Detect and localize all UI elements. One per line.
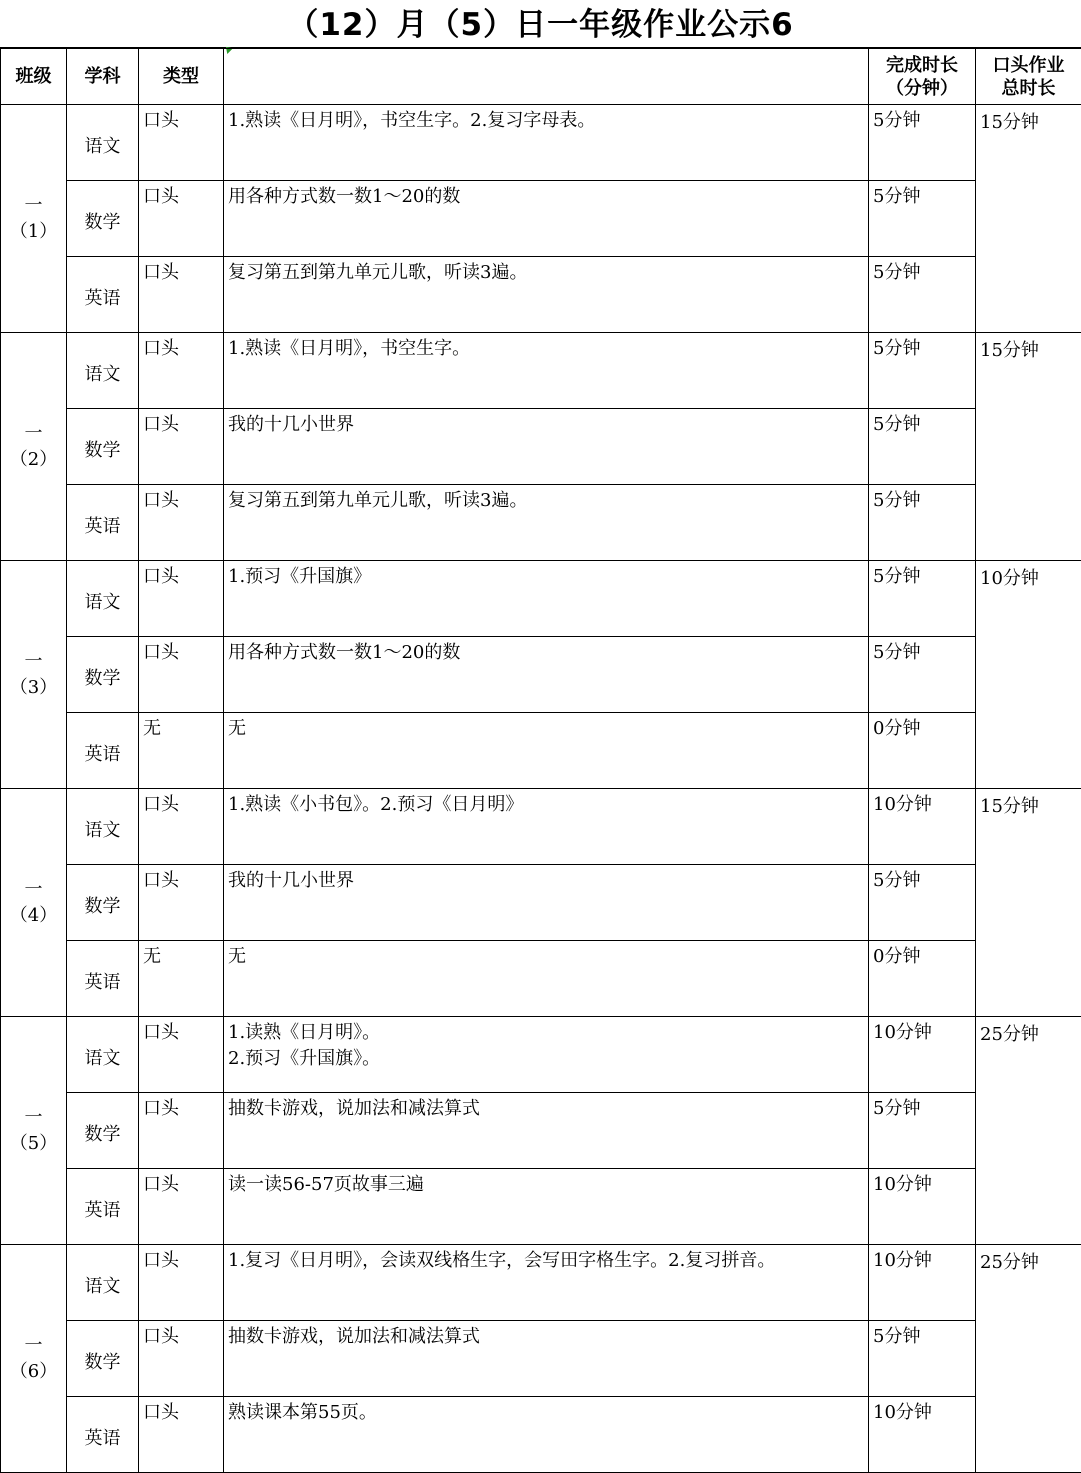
header-content bbox=[224, 49, 869, 105]
header-subject: 学科 bbox=[67, 49, 139, 105]
class-number: （5） bbox=[9, 1132, 58, 1154]
duration-cell: 10分钟 bbox=[869, 1169, 976, 1245]
class-grade: 一 bbox=[24, 194, 43, 216]
type-cell: 口头 bbox=[139, 333, 224, 409]
duration-cell: 0分钟 bbox=[869, 941, 976, 1017]
table-row bbox=[1, 1321, 1081, 1397]
duration-cell: 5分钟 bbox=[869, 105, 976, 181]
duration-cell: 5分钟 bbox=[869, 485, 976, 561]
subject-cell: 英语 bbox=[67, 1397, 139, 1473]
total-cell: 15分钟 bbox=[976, 105, 1081, 333]
type-cell: 口头 bbox=[139, 181, 224, 257]
subject-cell: 数学 bbox=[67, 1321, 139, 1397]
subject-cell: 数学 bbox=[67, 409, 139, 485]
table-row bbox=[1, 561, 1081, 637]
type-cell: 口头 bbox=[139, 409, 224, 485]
duration-cell: 10分钟 bbox=[869, 789, 976, 865]
content-cell: 1.熟读《日月明》，书空生字。2.复习字母表。 bbox=[224, 105, 869, 181]
content-cell: 读一读56-57页故事三遍 bbox=[224, 1169, 869, 1245]
type-cell: 口头 bbox=[139, 485, 224, 561]
subject-cell: 英语 bbox=[67, 1169, 139, 1245]
table-row bbox=[1, 789, 1081, 865]
table-row bbox=[1, 941, 1081, 1017]
type-cell: 口头 bbox=[139, 1169, 224, 1245]
table-row bbox=[1, 105, 1081, 181]
duration-cell: 5分钟 bbox=[869, 333, 976, 409]
type-cell: 口头 bbox=[139, 1017, 224, 1093]
content-cell: 用各种方式数一数1～20的数 bbox=[224, 181, 869, 257]
content-cell: 用各种方式数一数1～20的数 bbox=[224, 637, 869, 713]
content-cell: 抽数卡游戏，说加法和减法算式 bbox=[224, 1321, 869, 1397]
content-cell: 无 bbox=[224, 713, 869, 789]
subject-cell: 数学 bbox=[67, 1093, 139, 1169]
duration-cell: 5分钟 bbox=[869, 637, 976, 713]
content-cell: 复习第五到第九单元儿歌，听读3遍。 bbox=[224, 257, 869, 333]
type-cell: 口头 bbox=[139, 1397, 224, 1473]
total-cell: 25分钟 bbox=[976, 1245, 1081, 1473]
content-cell: 1.复习《日月明》，会读双线格生字，会写田字格生字。2.复习拼音。 bbox=[224, 1245, 869, 1321]
content-cell: 1.熟读《小书包》。2.预习《日月明》 bbox=[224, 789, 869, 865]
subject-cell: 英语 bbox=[67, 941, 139, 1017]
class-cell bbox=[1, 561, 67, 789]
type-cell: 口头 bbox=[139, 789, 224, 865]
table-row bbox=[1, 637, 1081, 713]
type-cell: 无 bbox=[139, 941, 224, 1017]
content-cell: 抽数卡游戏，说加法和减法算式 bbox=[224, 1093, 869, 1169]
type-cell: 口头 bbox=[139, 1321, 224, 1397]
table-row bbox=[1, 1397, 1081, 1473]
header-row bbox=[1, 49, 1081, 105]
table-body bbox=[1, 105, 1081, 1473]
table-row bbox=[1, 257, 1081, 333]
content-cell: 我的十几小世界 bbox=[224, 409, 869, 485]
subject-cell: 语文 bbox=[67, 1245, 139, 1321]
header-type: 类型 bbox=[139, 49, 224, 105]
duration-cell: 5分钟 bbox=[869, 1321, 976, 1397]
content-cell: 1.预习《升国旗》 bbox=[224, 561, 869, 637]
class-number: （1） bbox=[9, 220, 58, 242]
content-cell bbox=[224, 1017, 869, 1093]
page-title: （12）月（5）日一年级作业公示6 bbox=[0, 0, 1081, 48]
content-line: 1.读熟《日月明》。 bbox=[228, 1022, 381, 1043]
subject-cell: 英语 bbox=[67, 257, 139, 333]
class-grade: 一 bbox=[24, 878, 43, 900]
subject-cell: 数学 bbox=[67, 865, 139, 941]
duration-cell: 5分钟 bbox=[869, 181, 976, 257]
class-grade: 一 bbox=[24, 1334, 43, 1356]
content-cell: 复习第五到第九单元儿歌，听读3遍。 bbox=[224, 485, 869, 561]
duration-cell: 5分钟 bbox=[869, 409, 976, 485]
class-cell bbox=[1, 105, 67, 333]
class-number: （3） bbox=[9, 676, 58, 698]
class-number: （2） bbox=[9, 448, 58, 470]
header-class: 班级 bbox=[1, 49, 67, 105]
total-cell: 25分钟 bbox=[976, 1017, 1081, 1245]
table-row bbox=[1, 713, 1081, 789]
table-row bbox=[1, 409, 1081, 485]
duration-cell: 10分钟 bbox=[869, 1397, 976, 1473]
duration-cell: 5分钟 bbox=[869, 1093, 976, 1169]
total-cell: 15分钟 bbox=[976, 789, 1081, 1017]
total-cell: 10分钟 bbox=[976, 561, 1081, 789]
subject-cell: 语文 bbox=[67, 333, 139, 409]
type-cell: 无 bbox=[139, 713, 224, 789]
type-cell: 口头 bbox=[139, 1093, 224, 1169]
homework-table bbox=[0, 48, 1081, 1473]
table-row bbox=[1, 181, 1081, 257]
duration-cell: 0分钟 bbox=[869, 713, 976, 789]
table-row bbox=[1, 1093, 1081, 1169]
duration-cell: 10分钟 bbox=[869, 1245, 976, 1321]
subject-cell: 语文 bbox=[67, 105, 139, 181]
class-cell bbox=[1, 789, 67, 1017]
subject-cell: 数学 bbox=[67, 637, 139, 713]
subject-cell: 数学 bbox=[67, 181, 139, 257]
type-cell: 口头 bbox=[139, 561, 224, 637]
table-row bbox=[1, 1169, 1081, 1245]
subject-cell: 英语 bbox=[67, 713, 139, 789]
subject-cell: 语文 bbox=[67, 561, 139, 637]
header-duration: 完成时长 （分钟） bbox=[869, 49, 976, 105]
duration-cell: 5分钟 bbox=[869, 865, 976, 941]
table-row bbox=[1, 333, 1081, 409]
type-cell: 口头 bbox=[139, 1245, 224, 1321]
class-cell bbox=[1, 1017, 67, 1245]
subject-cell: 语文 bbox=[67, 1017, 139, 1093]
class-grade: 一 bbox=[24, 422, 43, 444]
table-row bbox=[1, 865, 1081, 941]
class-cell bbox=[1, 333, 67, 561]
class-grade: 一 bbox=[24, 650, 43, 672]
duration-cell: 5分钟 bbox=[869, 561, 976, 637]
table-row bbox=[1, 1245, 1081, 1321]
class-number: （6） bbox=[9, 1360, 58, 1382]
type-cell: 口头 bbox=[139, 637, 224, 713]
class-number: （4） bbox=[9, 904, 58, 926]
content-cell: 1.熟读《日月明》，书空生字。 bbox=[224, 333, 869, 409]
subject-cell: 语文 bbox=[67, 789, 139, 865]
content-cell: 我的十几小世界 bbox=[224, 865, 869, 941]
type-cell: 口头 bbox=[139, 257, 224, 333]
class-grade: 一 bbox=[24, 1106, 43, 1128]
table-row bbox=[1, 1017, 1081, 1093]
table-row bbox=[1, 485, 1081, 561]
duration-cell: 5分钟 bbox=[869, 257, 976, 333]
header-total: 口头作业 总时长 bbox=[976, 49, 1081, 105]
content-line: 2.预习《升国旗》。 bbox=[228, 1048, 381, 1069]
type-cell: 口头 bbox=[139, 105, 224, 181]
class-cell bbox=[1, 1245, 67, 1473]
type-cell: 口头 bbox=[139, 865, 224, 941]
content-cell: 无 bbox=[224, 941, 869, 1017]
subject-cell: 英语 bbox=[67, 485, 139, 561]
total-cell: 15分钟 bbox=[976, 333, 1081, 561]
content-cell: 熟读课本第55页。 bbox=[224, 1397, 869, 1473]
duration-cell: 10分钟 bbox=[869, 1017, 976, 1093]
